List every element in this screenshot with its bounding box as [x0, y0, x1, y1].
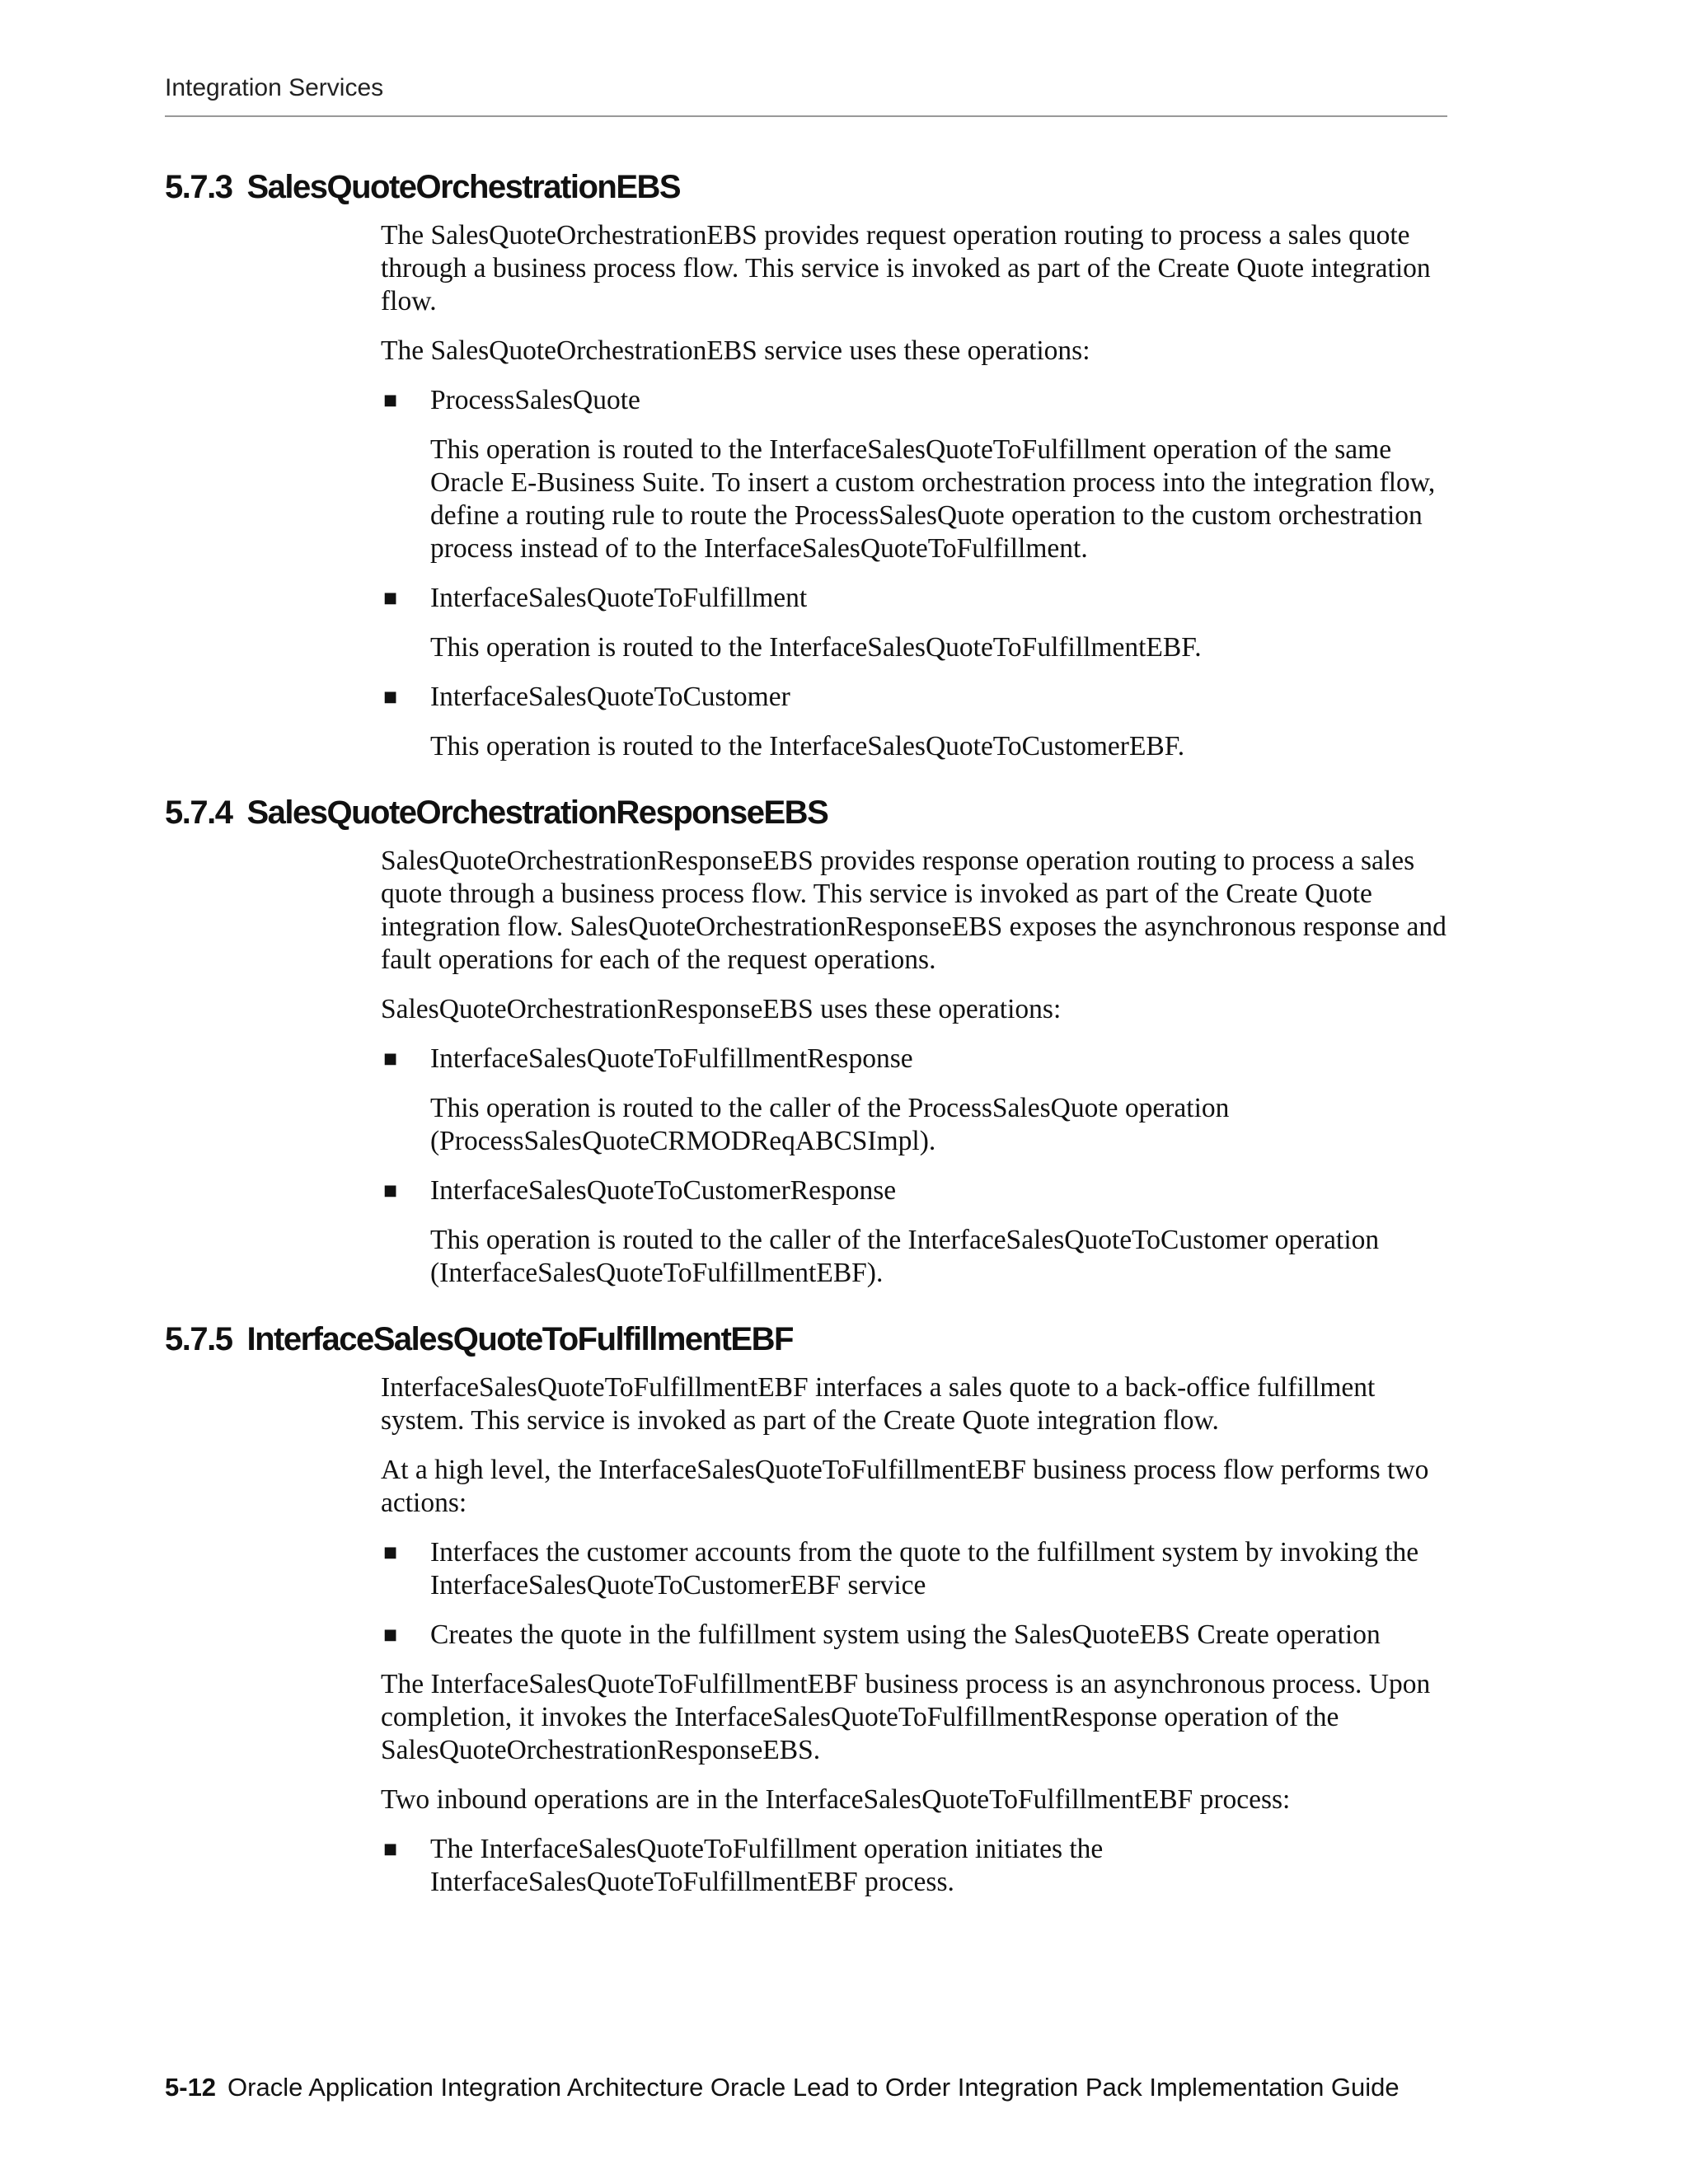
operation-list	[381, 384, 1447, 763]
paragraph: InterfaceSalesQuoteToFulfillmentEBF interfaces a sales quote to a back-office fulfillment system. This service is invoked as part of the Create Quote integration flow.	[381, 1372, 1376, 1436]
book-title: Oracle Application Integration Architecture Oracle Lead to Order Integration Pack Implementation Guide	[227, 2073, 1400, 2102]
bullet-icon: ■	[383, 1182, 398, 1199]
paragraph: Two inbound operations are in the InterfaceSalesQuoteToFulfillmentEBF process:	[381, 1784, 1291, 1815]
section-title: SalesQuoteOrchestrationEBS	[246, 169, 681, 205]
paragraph: The SalesQuoteOrchestrationEBS provides request operation routing to process a sales quote through a business process flow. This service is invoked as part of the Create Quote integration flow.	[381, 220, 1431, 316]
bullet-icon: ■	[383, 589, 398, 607]
list-item-description: This operation is routed to the caller of the InterfaceSalesQuoteToCustomer operation (InterfaceSalesQuoteToFulfillmentEBF).	[430, 1225, 1380, 1288]
section-number: 5.7.3	[165, 169, 232, 205]
section-body	[381, 1371, 1447, 1899]
page-footer	[165, 2073, 1400, 2102]
list-item-label: InterfaceSalesQuoteToCustomer	[430, 682, 790, 712]
list-item	[381, 1043, 1447, 1158]
section-number: 5.7.5	[165, 1321, 232, 1357]
list-item	[381, 1833, 1447, 1899]
action-list	[381, 1536, 1447, 1652]
list-item-label: The InterfaceSalesQuoteToFulfillment operation initiates the InterfaceSalesQuoteToFulfillmentEBF process.	[430, 1834, 1104, 1897]
bullet-icon: ■	[383, 1626, 398, 1643]
paragraph: SalesQuoteOrchestrationResponseEBS provides response operation routing to process a sales quote through a business process flow. This service is invoked as part of the Create Quote integration flow. SalesQuoteOrchestrationResponseEBS exposes the asynchronous response and fault operations for each of the request operations.	[381, 846, 1447, 975]
operation-list	[381, 1043, 1447, 1290]
list-item-label: ProcessSalesQuote	[430, 385, 640, 415]
bullet-icon: ■	[383, 1840, 398, 1858]
paragraph: The InterfaceSalesQuoteToFulfillmentEBF business process is an asynchronous process. Upon completion, it invokes the InterfaceSalesQuoteToFulfillmentResponse operation of the SalesQuoteOrchestrationResponseEBS.	[381, 1669, 1431, 1765]
list-item-label: Interfaces the customer accounts from the quote to the fulfillment system by invoking the InterfaceSalesQuoteToCustomerEBF service	[430, 1537, 1419, 1601]
bullet-icon: ■	[383, 1544, 398, 1561]
section-5-7-3	[165, 169, 1447, 763]
list-item	[381, 582, 1447, 664]
list-item-label: Creates the quote in the fulfillment system using the SalesQuoteEBS Create operation	[430, 1619, 1381, 1650]
list-item	[381, 1174, 1447, 1290]
bullet-icon: ■	[383, 688, 398, 705]
page-content	[165, 169, 1447, 1930]
list-item-label: InterfaceSalesQuoteToFulfillmentResponse	[430, 1043, 913, 1074]
section-heading	[165, 794, 1447, 832]
paragraph: SalesQuoteOrchestrationResponseEBS uses these operations:	[381, 994, 1062, 1024]
section-heading	[165, 169, 1447, 206]
section-title: InterfaceSalesQuoteToFulfillmentEBF	[246, 1321, 793, 1357]
list-item-description: This operation is routed to the InterfaceSalesQuoteToFulfillment operation of the same Oracle E-Business Suite. To insert a custom orchestration process into the integration flow, define a routing rule to route the ProcessSalesQuote operation to the custom orchestration process instead of to the InterfaceSalesQuoteToFulfillment.	[430, 434, 1436, 564]
section-body	[381, 219, 1447, 763]
list-item-label: InterfaceSalesQuoteToCustomerResponse	[430, 1175, 897, 1206]
list-item-label: InterfaceSalesQuoteToFulfillment	[430, 583, 808, 613]
section-title: SalesQuoteOrchestrationResponseEBS	[246, 794, 828, 831]
list-item-description: This operation is routed to the InterfaceSalesQuoteToFulfillmentEBF.	[430, 632, 1202, 663]
list-item	[381, 384, 1447, 565]
list-item	[381, 1619, 1447, 1652]
paragraph: The SalesQuoteOrchestrationEBS service uses these operations:	[381, 335, 1090, 366]
section-5-7-4	[165, 794, 1447, 1290]
running-header: Integration Services	[165, 74, 384, 101]
header-rule	[165, 115, 1447, 117]
list-item	[381, 1536, 1447, 1602]
list-item-description: This operation is routed to the caller of the ProcessSalesQuote operation (ProcessSalesQuoteCRMODReqABCSImpl).	[430, 1093, 1230, 1156]
section-number: 5.7.4	[165, 794, 232, 831]
inbound-operation-list	[381, 1833, 1447, 1899]
page-number: 5-12	[165, 2073, 217, 2102]
list-item-description: This operation is routed to the InterfaceSalesQuoteToCustomerEBF.	[430, 731, 1185, 762]
bullet-icon: ■	[383, 1050, 398, 1067]
list-item	[381, 681, 1447, 763]
paragraph: At a high level, the InterfaceSalesQuoteToFulfillmentEBF business process flow performs two actions:	[381, 1455, 1429, 1518]
section-5-7-5	[165, 1321, 1447, 1899]
section-body	[381, 845, 1447, 1290]
section-heading	[165, 1321, 1447, 1358]
bullet-icon: ■	[383, 391, 398, 409]
